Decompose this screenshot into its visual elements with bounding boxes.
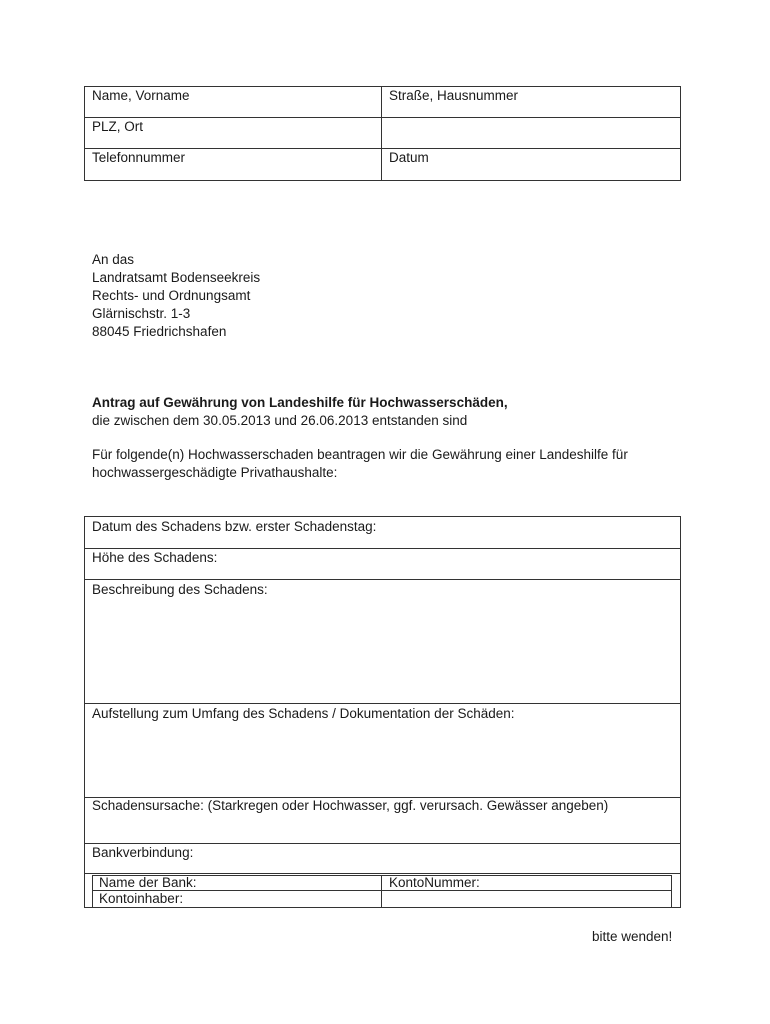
damage-cause-label: Schadensursache: (Starkregen oder Hochwasser, ggf. verursach. Gewässer angeben) [92,798,609,813]
street-field-label: Straße, Hausnummer [389,88,519,103]
table-border [84,548,681,549]
bank-name-label: Name der Bank: [99,875,197,890]
recipient-address [92,251,260,341]
table-border [84,516,681,517]
city-field-label: PLZ, Ort [92,119,144,134]
application-title: Antrag auf Gewährung von Landeshilfe für Hochwasserschäden, [92,395,508,410]
application-subtitle: die zwischen dem 30.05.2013 und 26.06.2013 entstanden sind [92,413,468,428]
recipient-line: Rechts- und Ordnungsamt [92,288,251,303]
intro-line: hochwassergeschädigte Privathaushalte: [92,465,338,480]
damage-date-label: Datum des Schadens bzw. erster Schadenstag: [92,519,377,534]
table-border [84,579,681,580]
damage-amount-label: Höhe des Schadens: [92,550,218,565]
table-border [84,180,681,181]
table-border [381,875,382,907]
recipient-line: An das [92,252,135,267]
bank-details-label: Bankverbindung: [92,845,194,860]
table-border [92,875,93,907]
table-border [84,843,681,844]
table-border [381,86,382,181]
table-border [84,86,85,181]
application-intro [92,446,628,482]
table-border [84,703,681,704]
damage-listing-label: Aufstellung zum Umfang des Schadens / Dokumentation der Schäden: [92,706,515,721]
recipient-line: Landratsamt Bodenseekreis [92,270,261,285]
account-holder-label: Kontoinhaber: [99,891,184,906]
date-field-label: Datum [389,150,429,165]
table-border [680,86,681,181]
name-field-label: Name, Vorname [92,88,190,103]
phone-field-label: Telefonnummer [92,150,186,165]
recipient-line: Glärnischstr. 1-3 [92,306,191,321]
table-border [84,86,681,87]
recipient-line: 88045 Friedrichshafen [92,324,227,339]
table-border [84,907,681,908]
table-border [84,117,681,118]
intro-line: Für folgende(n) Hochwasserschaden beantragen wir die Gewährung einer Landeshilfe für [92,447,628,462]
please-turn-over-note: bitte wenden! [592,929,673,944]
table-border [671,875,672,907]
table-border [84,148,681,149]
table-border [680,516,681,908]
account-number-label: KontoNummer: [389,875,480,890]
damage-description-label: Beschreibung des Schadens: [92,582,268,597]
application-heading [92,394,508,430]
table-border [84,516,85,908]
table-border [84,873,681,874]
